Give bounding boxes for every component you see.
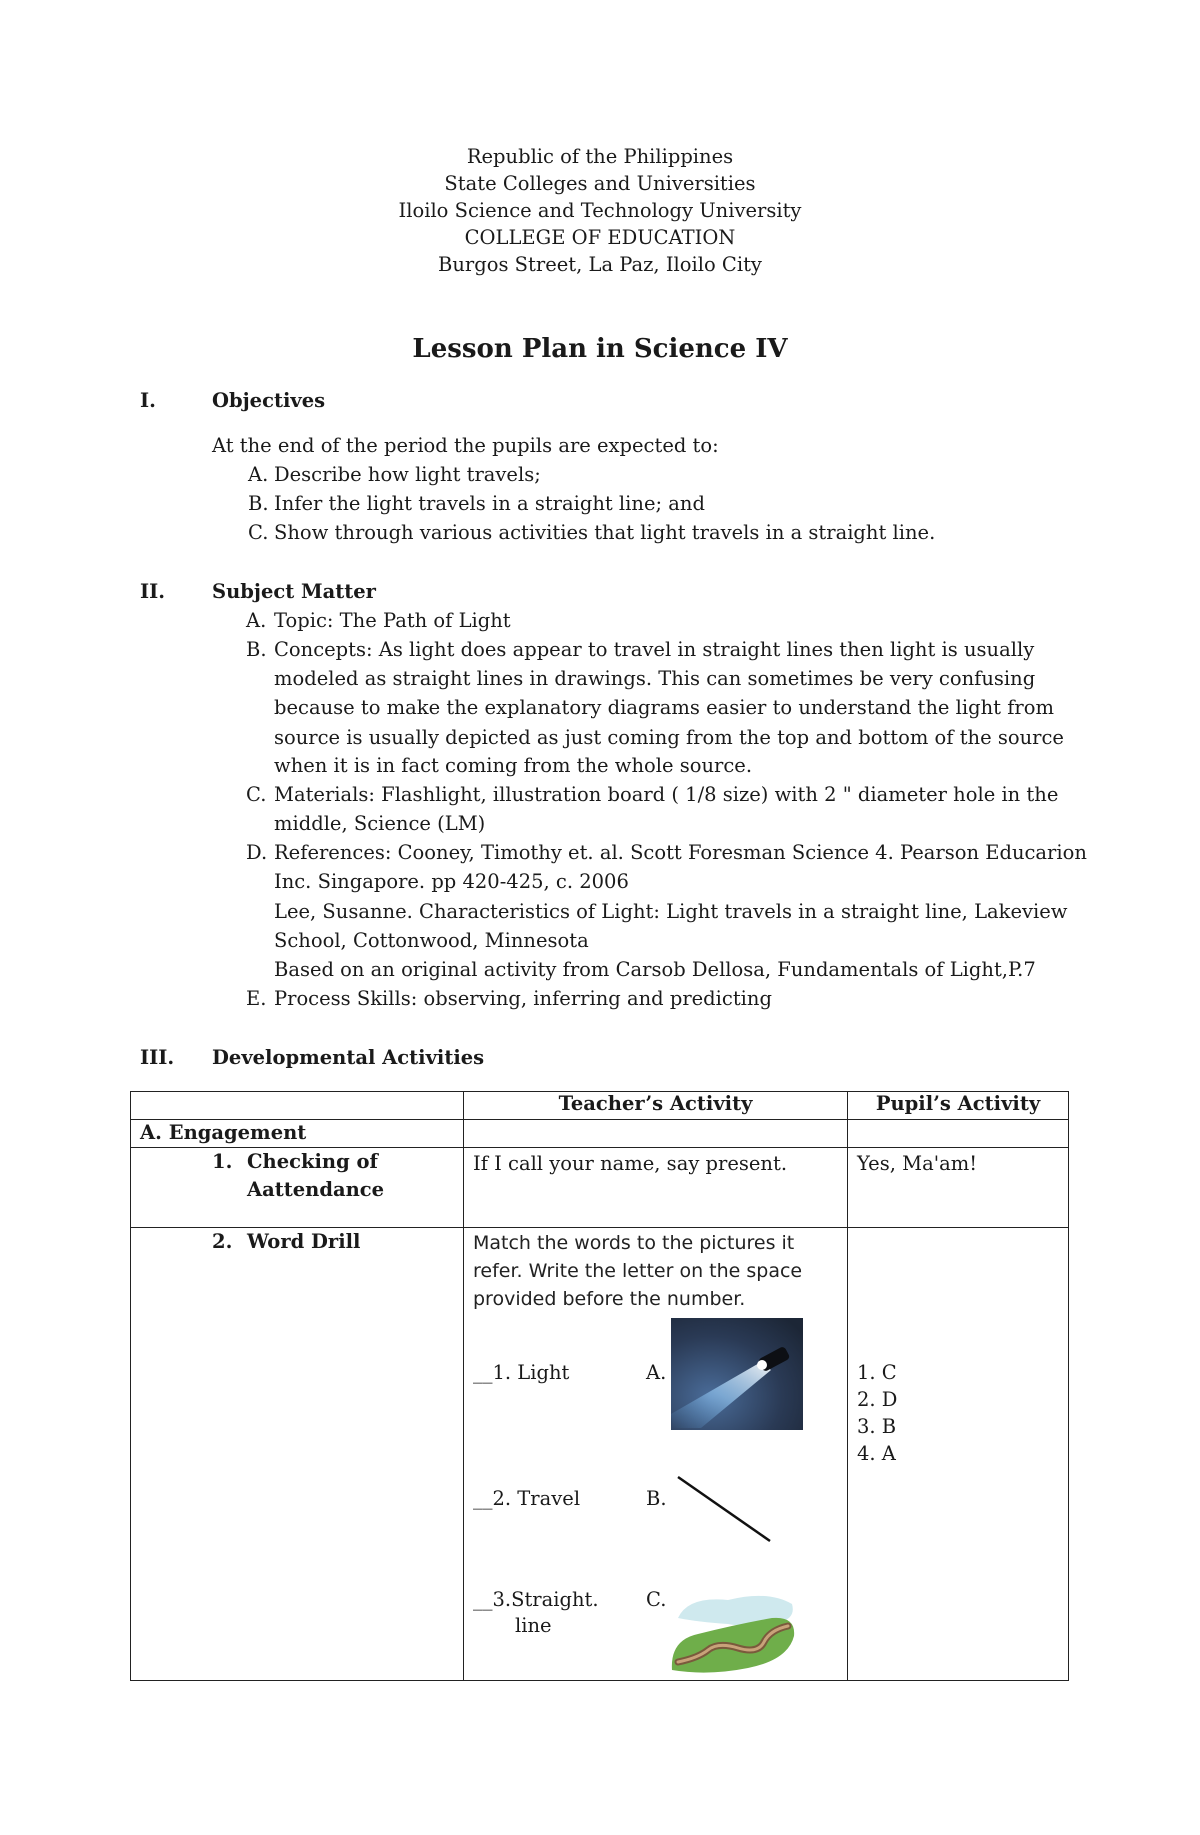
teacher-activity-header: Teacher’s Activity [464,1092,848,1120]
objective-text-b: Infer the light travels in a straight line; and [274,492,705,515]
engagement-label: A. Engagement [131,1120,464,1148]
word-drill-pupil-cell [848,1228,1069,1681]
header-line-2: State Colleges and Universities [444,172,756,195]
table-row [131,1228,1069,1681]
drill-answer: 2. D [857,1388,898,1411]
checking-pupil-text: Yes, Ma'am! [848,1148,1069,1228]
concepts-label: B. [246,638,267,661]
drill-number: 2. [212,1230,233,1253]
developmental-heading: Developmental Activities [212,1046,485,1069]
header-line-5: Burgos Street, La Paz, Iloilo City [438,253,762,276]
checking-number: 1. [212,1150,233,1173]
drill-answers [857,1359,897,1467]
word-drill-teacher-cell [464,1228,848,1681]
drill-answer: 3. B [857,1415,897,1438]
concepts-line: modeled as straight lines in drawings. This can sometimes be very confusing [274,667,1036,690]
topic-label: A. [246,609,267,632]
page-title: Lesson Plan in Science IV [412,334,788,364]
references-line: Inc. Singapore. pp 420-425, c. 2006 [274,870,629,893]
subject-matter-heading: Subject Matter [212,580,376,603]
references-line: Lee, Susanne. Characteristics of Light: Light travels in a straight line, Lakeview [274,900,1068,923]
table-header-empty [131,1092,464,1120]
materials-label: C. [246,783,267,806]
objectives-heading: Objectives [212,389,326,412]
flashlight-image [671,1318,803,1430]
checking-teacher-text: If I call your name, say present. [464,1148,848,1228]
winding-road-image [668,1588,800,1674]
objectives-intro: At the end of the period the pupils are expected to: [212,434,719,457]
objective-label-c: C. [248,521,269,544]
checking-label-line1: Checking of [247,1150,378,1173]
header-line-3: Iloilo Science and Technology University [398,199,802,222]
straight-line-image [674,1473,774,1545]
drill-label: Word Drill [247,1230,361,1253]
header-line-4: COLLEGE OF EDUCATION [464,226,736,249]
subject-matter-number: II. [140,580,166,603]
objectives-number: I. [140,389,156,412]
references-line: Based on an original activity from Carsob Dellosa, Fundamentals of Light,P.7 [274,958,1036,981]
materials-line: middle, Science (LM) [274,812,486,835]
drill-letter-b: B. [646,1487,667,1510]
drill-answer: 1. C [857,1361,897,1384]
concepts-line: source is usually depicted as just coming from the top and bottom of the source [274,726,1064,749]
word-drill-cell [131,1228,464,1681]
topic-text: Topic: The Path of Light [274,609,511,632]
concepts-line: Concepts: As light does appear to travel in straight lines then light is usually [274,638,1035,661]
pupil-activity-header: Pupil’s Activity [848,1092,1069,1120]
drill-word-3-line2: line [515,1614,552,1637]
objective-text-c: Show through various activities that light travels in a straight line. [274,521,936,544]
references-label: D. [246,841,268,864]
objective-label-b: B. [248,492,269,515]
drill-answer: 4. A [857,1442,896,1465]
letterhead [0,143,1200,278]
checking-label-line2: Aattendance [247,1178,385,1201]
developmental-number: III. [140,1046,175,1069]
drill-instructions: Match the words to the pictures it refer. Write the letter on the space provided before the number. [473,1232,803,1310]
concepts-line: when it is in fact coming from the whole source. [274,754,753,777]
table-row [131,1120,1069,1148]
objective-text-a: Describe how light travels; [274,463,541,486]
drill-word-2: __2. Travel [473,1487,581,1510]
drill-letter-c: C. [646,1588,667,1611]
objective-label-a: A. [248,463,269,486]
drill-word-1: __1. Light [473,1361,570,1384]
references-line: References: Cooney, Timothy et. al. Scott Foresman Science 4. Pearson Educarion [274,841,1087,864]
activities-table [130,1091,1069,1681]
table-row [131,1148,1069,1228]
skills-label: E. [246,987,267,1010]
materials-line: Materials: Flashlight, illustration board ( 1/8 size) with 2 " diameter hole in the [274,783,1059,806]
drill-word-3-line1: __3.Straight. [473,1588,599,1611]
table-cell-empty [848,1120,1069,1148]
checking-attendance-cell [131,1148,464,1228]
header-line-1: Republic of the Philippines [466,145,734,168]
concepts-line: because to make the explanatory diagrams easier to understand the light from [274,696,1054,719]
references-line: School, Cottonwood, Minnesota [274,929,589,952]
drill-letter-a: A. [646,1361,667,1384]
table-cell-empty [464,1120,848,1148]
skills-text: Process Skills: observing, inferring and predicting [274,987,772,1010]
table-header-row [131,1092,1069,1120]
